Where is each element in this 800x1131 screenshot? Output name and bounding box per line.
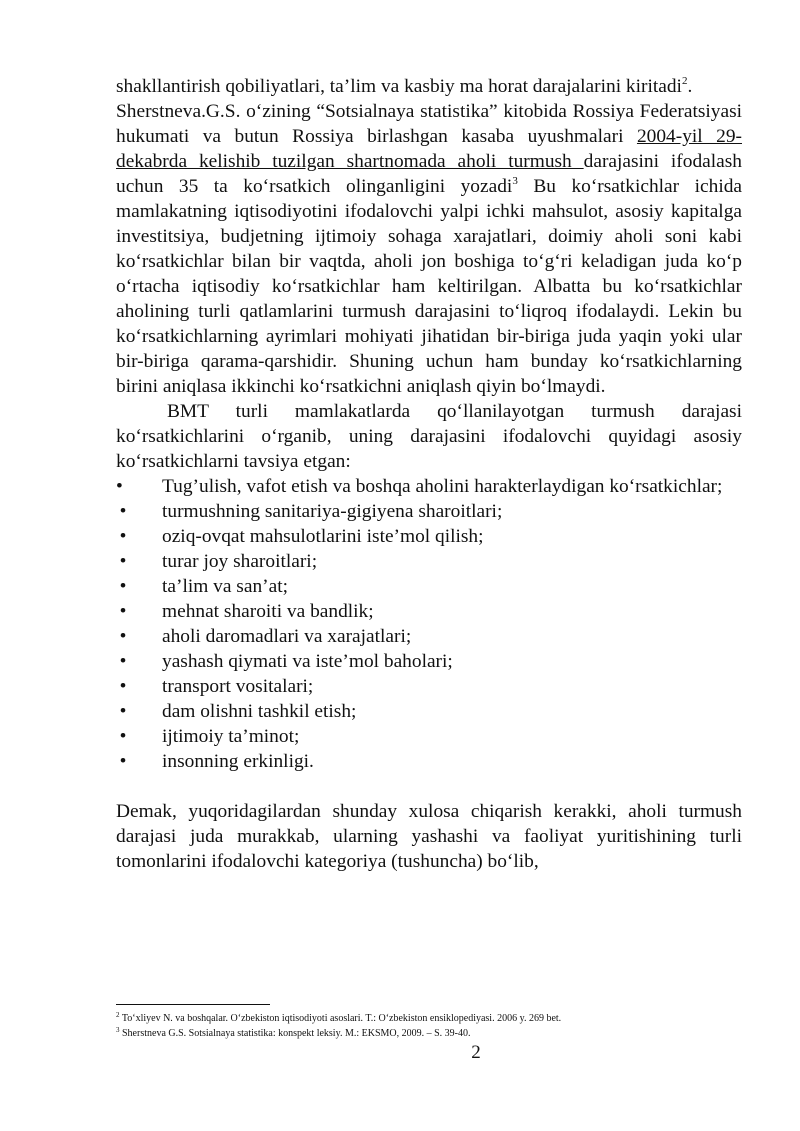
- page-number: 2: [471, 1042, 481, 1063]
- list-item: [116, 574, 742, 599]
- paragraph-2-text-a: Sherstneva.G.S. o‘zining “Sotsialnaya statistika” kitobida Rossiya Federatsiyasi hukumati va butun Rossiya birlashgan kasaba uyushmalari: [116, 101, 742, 147]
- list-item: [116, 674, 742, 699]
- footnote-ref-3: 3: [512, 175, 518, 187]
- list-item: [116, 549, 742, 574]
- list-item-text: aholi daromadlari va xarajatlari;: [162, 626, 412, 647]
- paragraph-4: Demak, yuqoridagilardan shunday xulosa chiqarish kerakki, aholi turmush darajasi juda murakkab, ularning yashashi va faoliyat yuritishining turli tomonlarini ifodalovchi kategoriya (tushuncha) bo‘lib,: [116, 801, 742, 872]
- paragraph-2-text-b: darajasini ifodalash uchun 35 ta ko‘rsatkich olinganligini yozadi: [116, 151, 742, 197]
- paragraph-1-end: .: [687, 76, 693, 97]
- list-item-text: ta’lim va san’at;: [162, 576, 288, 597]
- list-item: [116, 599, 742, 624]
- list-item-text: dam olishni tashkil etish;: [162, 701, 357, 722]
- footnote-2: [116, 1011, 756, 1026]
- list-item: [116, 474, 742, 499]
- footnote-number: 3: [116, 1026, 120, 1034]
- list-item-text: insonning erkinligi.: [162, 751, 314, 772]
- list-item-text: Tug’ulish, vafot etish va boshqa aholini harakterlaydigan ko‘rsatkichlar;: [162, 476, 723, 497]
- footnotes: [116, 1011, 756, 1041]
- footnote-number: 2: [116, 1011, 120, 1019]
- list-item: [116, 749, 742, 774]
- list-item: [116, 724, 742, 749]
- bullet-icon: •: [119, 526, 127, 547]
- bullet-icon: •: [119, 576, 127, 597]
- list-item-text: turmushning sanitariya-gigiyena sharoitlari;: [162, 501, 503, 522]
- list-item-text: mehnat sharoiti va bandlik;: [162, 601, 374, 622]
- bullet-icon: •: [116, 476, 123, 497]
- list-item: [116, 699, 742, 724]
- list-item-text: ijtimoiy ta’minot;: [162, 726, 300, 747]
- footnote-3: [116, 1026, 756, 1041]
- paragraph-2-text-c: Bu ko‘rsatkichlar ichida mamlakatning iqtisodiyotini ifodalovchi yalpi ichki mahsulot, asosiy kapitalga investitsiya, budjetning ijtimoiy sohaga xarajatlari, doimiy aholi soni kabi ko‘rsatkichlar bilan bir vaqtda, aholi jon boshiga to‘g‘ri keladigan juda ko‘p o‘rtacha iqtisodiy ko‘rsatkichlar ham keltirilgan. Albatta bu ko‘rsatkichlar aholining turli qatlamlarini turmush darajasini to‘liqroq ifodalaydi. Lekin bu ko‘rsatkichlarning ayrimlari mohiyati jihatidan bir-biriga juda yaqin yoki ular bir-biriga qarama-qarshidir. Shuning uchun ham bunday ko‘rsatkichlarning birini aniqlasa ikkinchi ko‘rsatkichni aniqlash qiyin bo‘lmaydi.: [116, 176, 743, 397]
- list-item: [116, 499, 742, 524]
- bullet-icon: •: [119, 726, 127, 747]
- footnote-separator: [116, 1004, 270, 1005]
- footnote-ref-2: 2: [681, 75, 688, 87]
- list-item: [116, 649, 742, 674]
- bullet-icon: •: [119, 701, 127, 722]
- paragraph-spacer: [116, 774, 742, 799]
- bullet-icon: •: [119, 751, 127, 772]
- main-text: [116, 74, 742, 874]
- paragraph-1-text: shakllantirish qobiliyatlari, ta’lim va kasbiy ma horat darajalarini kiritadi: [116, 76, 682, 97]
- list-item: [116, 624, 742, 649]
- list-item-text: oziq-ovqat mahsulotlarini iste’mol qilish;: [162, 526, 484, 547]
- paragraph-2: [116, 99, 742, 399]
- underlined-phrase: 2004-yil 29-dekabrda kelishib tuzilgan shartnomada aholi turmush: [116, 126, 742, 172]
- bullet-icon: •: [119, 551, 127, 572]
- list-item-text: yashash qiymati va iste’mol baholari;: [162, 651, 453, 672]
- list-item: [116, 524, 742, 549]
- bullet-icon: •: [119, 501, 127, 522]
- bullet-icon: •: [119, 676, 127, 697]
- bullet-icon: •: [119, 626, 127, 647]
- list-item-text: transport vositalari;: [162, 676, 314, 697]
- bullet-icon: •: [119, 601, 127, 622]
- paragraph-3: BMT turli mamlakatlarda qo‘llanilayotgan turmush darajasi ko‘rsatkichlarini o‘rganib, uning darajasini ifodalovchi quyidagi asosiy ko‘rsatkichlarni tavsiya etgan:: [116, 401, 742, 472]
- bullet-icon: •: [119, 651, 127, 672]
- indicator-list: [116, 474, 742, 774]
- paragraph-1: [116, 74, 742, 99]
- list-item-text: turar joy sharoitlari;: [162, 551, 318, 572]
- footnote-text: Sherstneva G.S. Sotsialnaya statistika: konspekt leksiy. M.: EKSMO, 2009. – S. 39-40.: [122, 1028, 471, 1039]
- footnote-text: To‘xliyev N. va boshqalar. O‘zbekiston iqtisodiyoti asoslari. T.: O‘zbekiston ensiklopediyasi. 2006 y. 269 bet.: [121, 1013, 562, 1024]
